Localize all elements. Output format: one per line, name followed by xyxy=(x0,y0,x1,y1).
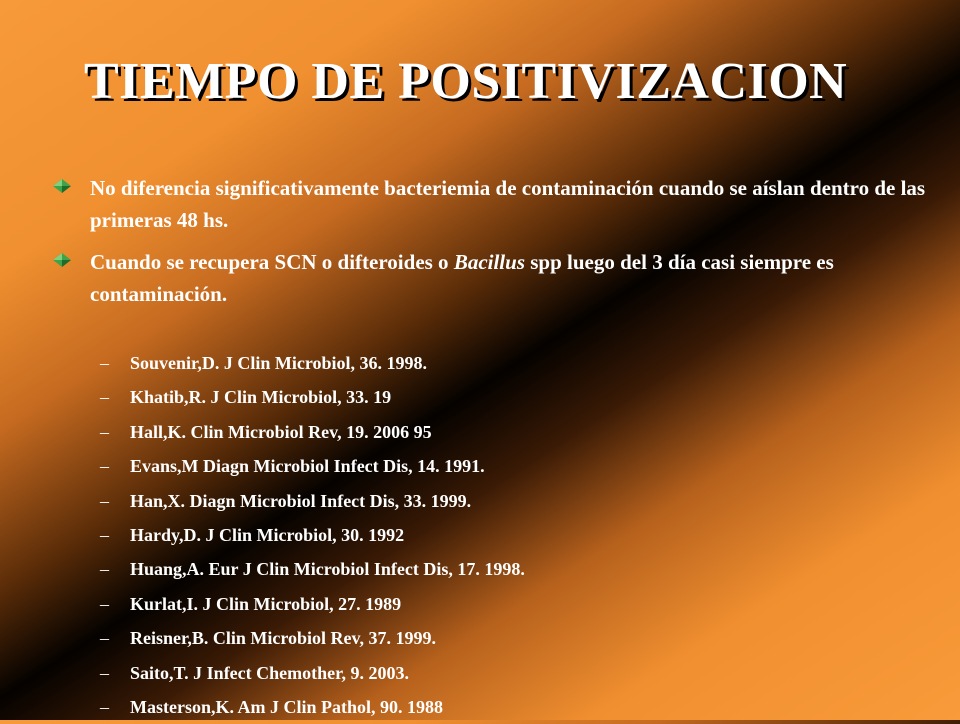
bullet-text-after: spp luego del 3 día casi siempre es contaminación. xyxy=(90,250,834,306)
reference-item xyxy=(100,518,920,552)
reference-item xyxy=(100,690,920,724)
reference-item xyxy=(100,621,920,655)
dash-marker: – xyxy=(100,628,109,649)
bullet-list xyxy=(50,172,930,320)
reference-text: Souvenir,D. J Clin Microbiol, 36. 1998. xyxy=(130,353,428,373)
dash-marker: – xyxy=(100,490,109,511)
reference-item xyxy=(100,656,920,690)
reference-text: Huang,A. Eur J Clin Microbiol Infect Dis, 17. 1998. xyxy=(130,559,525,580)
slide-title: TIEMPO DE POSITIVIZACION xyxy=(84,53,848,110)
bullet-item xyxy=(50,246,930,310)
reference-text: Reisner,B. Clin Microbiol Rev, 37. 1999. xyxy=(130,628,436,649)
bullet-text-italic: Bacillus xyxy=(453,250,525,274)
dash-marker: – xyxy=(100,559,109,580)
green-gem-bullet-icon xyxy=(50,176,74,196)
dash-marker: – xyxy=(100,662,109,683)
reference-list xyxy=(100,346,920,724)
reference-item xyxy=(100,380,920,414)
green-gem-bullet-icon xyxy=(50,250,74,270)
dash-marker: – xyxy=(100,696,109,717)
bullet-item xyxy=(50,172,930,236)
dash-marker: – xyxy=(100,387,109,408)
bullet-text: No diferencia significativamente bacteriemia de contaminación cuando se aíslan dentro de las primeras 48 hs. xyxy=(90,176,926,232)
dash-marker: – xyxy=(100,456,109,477)
reference-item xyxy=(100,346,920,380)
reference-text: Hall,K. Clin Microbiol Rev, 19. 2006 95 xyxy=(130,421,432,442)
reference-text: Khatib,R. J Clin Microbiol, 33. 19 xyxy=(130,387,392,408)
dash-marker: – xyxy=(100,593,109,614)
reference-item xyxy=(100,415,920,449)
dash-marker: – xyxy=(100,421,109,442)
reference-item xyxy=(100,587,920,621)
dash-marker: – xyxy=(100,353,109,373)
reference-text: Hardy,D. J Clin Microbiol, 30. 1992 xyxy=(130,524,405,545)
reference-text: Kurlat,I. J Clin Microbiol, 27. 1989 xyxy=(130,593,402,614)
reference-text: Saito,T. J Infect Chemother, 9. 2003. xyxy=(130,662,409,683)
reference-text: Masterson,K. Am J Clin Pathol, 90. 1988 xyxy=(130,696,443,717)
dash-marker: – xyxy=(100,524,109,545)
reference-text: Evans,M Diagn Microbiol Infect Dis, 14. 1991. xyxy=(130,456,485,477)
reference-item xyxy=(100,484,920,518)
reference-item xyxy=(100,449,920,483)
bullet-text-before: Cuando se recupera SCN o difteroides o xyxy=(90,250,454,274)
reference-text: Han,X. Diagn Microbiol Infect Dis, 33. 1999. xyxy=(130,490,472,511)
reference-item xyxy=(100,552,920,586)
